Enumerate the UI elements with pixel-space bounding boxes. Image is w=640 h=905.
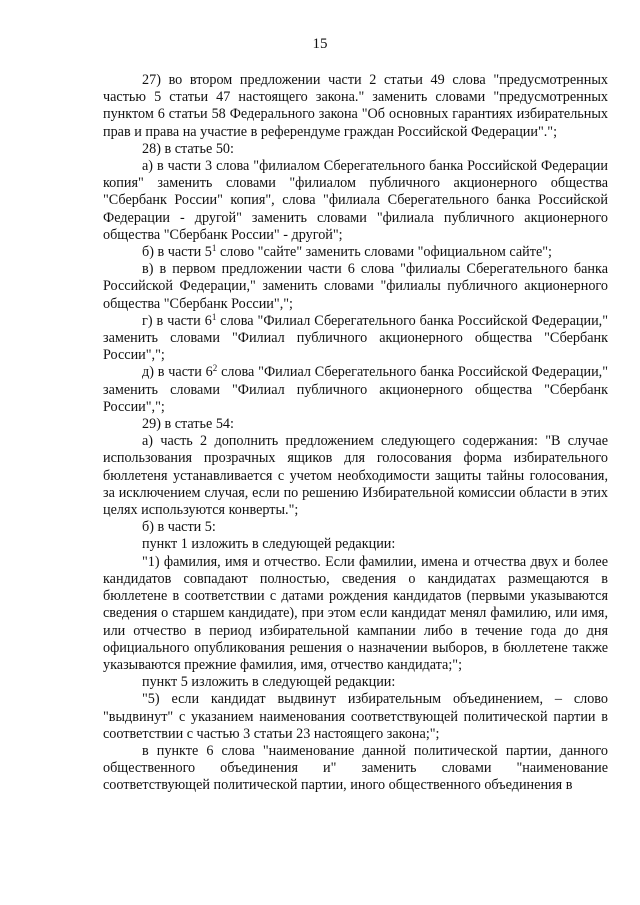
paragraph-28: 28) в статье 50: [142, 140, 234, 157]
paragraph-29a: а) часть 2 дополнить предложением следующего содержания: "В случае использования прозрачных ящиков для голосования форма избирательного бюллетеня устанавливается с учетом необходимости защиты тайны голосования, за исключением случая, если по решению Избирательной комиссии области в этих целях используются конверты."; [103, 433, 608, 519]
paragraph-28d-before: д) в части 6 [142, 364, 213, 381]
paragraph-point1-heading: пункт 1 изложить в следующей редакции: [142, 536, 396, 553]
paragraph-28d-after: слова "Филиал Сберегательного банка Российской Федерации," заменить словами "Филиал публичного акционерного общества "Сбербанк России","; [103, 364, 608, 415]
paragraph-28g-before: г) в части 6 [142, 312, 212, 329]
paragraph-28d-superscript: 2 [212, 363, 218, 374]
paragraph-28b [103, 244, 608, 261]
paragraph-point6: в пункте 6 слова "наименование данной политической партии, данного общественного объединения и" заменить словами "наименование соответствующей политической партии, иного общественного объединения в [103, 742, 608, 794]
paragraph-28v: в) в первом предложении части 6 слова "филиалы Сберегательного банка Российской Федерации," заменить словами "филиалы публичного акционерного общества "Сбербанк России","; [103, 261, 608, 312]
paragraph-28a: а) в части 3 слова "филиалом Сберегательного банка Российской Федерации копия" заменить словами "филиалом публичного акционерного общества "Сбербанк России" копия", слова "филиала Сберегательного банка Российской Федерации - другой" заменить словами "филиала публичного акционерного общества "Сбербанк России" - другой"; [103, 158, 608, 243]
paragraph-point5-heading: пункт 5 изложить в следующей редакции: [142, 674, 396, 691]
paragraph-28d [103, 364, 608, 416]
paragraph-28g-superscript: 1 [211, 311, 217, 322]
document-body [103, 72, 608, 795]
paragraph-28g [103, 313, 608, 365]
paragraph-point5-text: "5) если кандидат выдвинут избирательным объединением, – слово "выдвинут" с указанием наименования соответствующей политической партии в соответствии с частью 3 статьи 23 настоящего закона;"; [103, 691, 608, 742]
paragraph-28b-after: слово "сайте" заменить словами "официальном сайте"; [216, 244, 552, 261]
paragraph-29: 29) в статье 54: [142, 416, 234, 433]
paragraph-27: 27) во втором предложении части 2 статьи 49 слова "предусмотренных частью 5 статьи 47 настоящего закона." заменить словами "предусмотренных пунктом 6 статьи 58 Федерального закона "Об основных гарантиях избирательных прав и права на участие в референдуме граждан Российской Федерации"."; [103, 72, 608, 140]
paragraph-29b: б) в части 5: [142, 519, 216, 536]
page-number: 15 [312, 36, 328, 52]
paragraph-point1-text: "1) фамилия, имя и отчество. Если фамилии, имена и отчества двух и более кандидатов совпадают полностью, сведения о кандидатах размещаются в бюллетене в соответствии с датами рождения кандидатов (первыми указываются сведения о старшем кандидате), при этом если кандидат менял фамилию, или имя, или отчество в период избирательной кампании либо в течение года до дня официального опубликования решения о назначении выборов, в бюллетене также указываются прежние фамилия, имя, отчество кандидата;"; [103, 553, 608, 673]
paragraph-28b-superscript: 1 [211, 243, 217, 254]
paragraph-28b-before: б) в части 5 [142, 244, 212, 261]
paragraph-28g-after: слова "Филиал Сберегательного банка Российской Федерации," заменить словами "Филиал публичного акционерного общества "Сбербанк России","; [103, 312, 608, 364]
